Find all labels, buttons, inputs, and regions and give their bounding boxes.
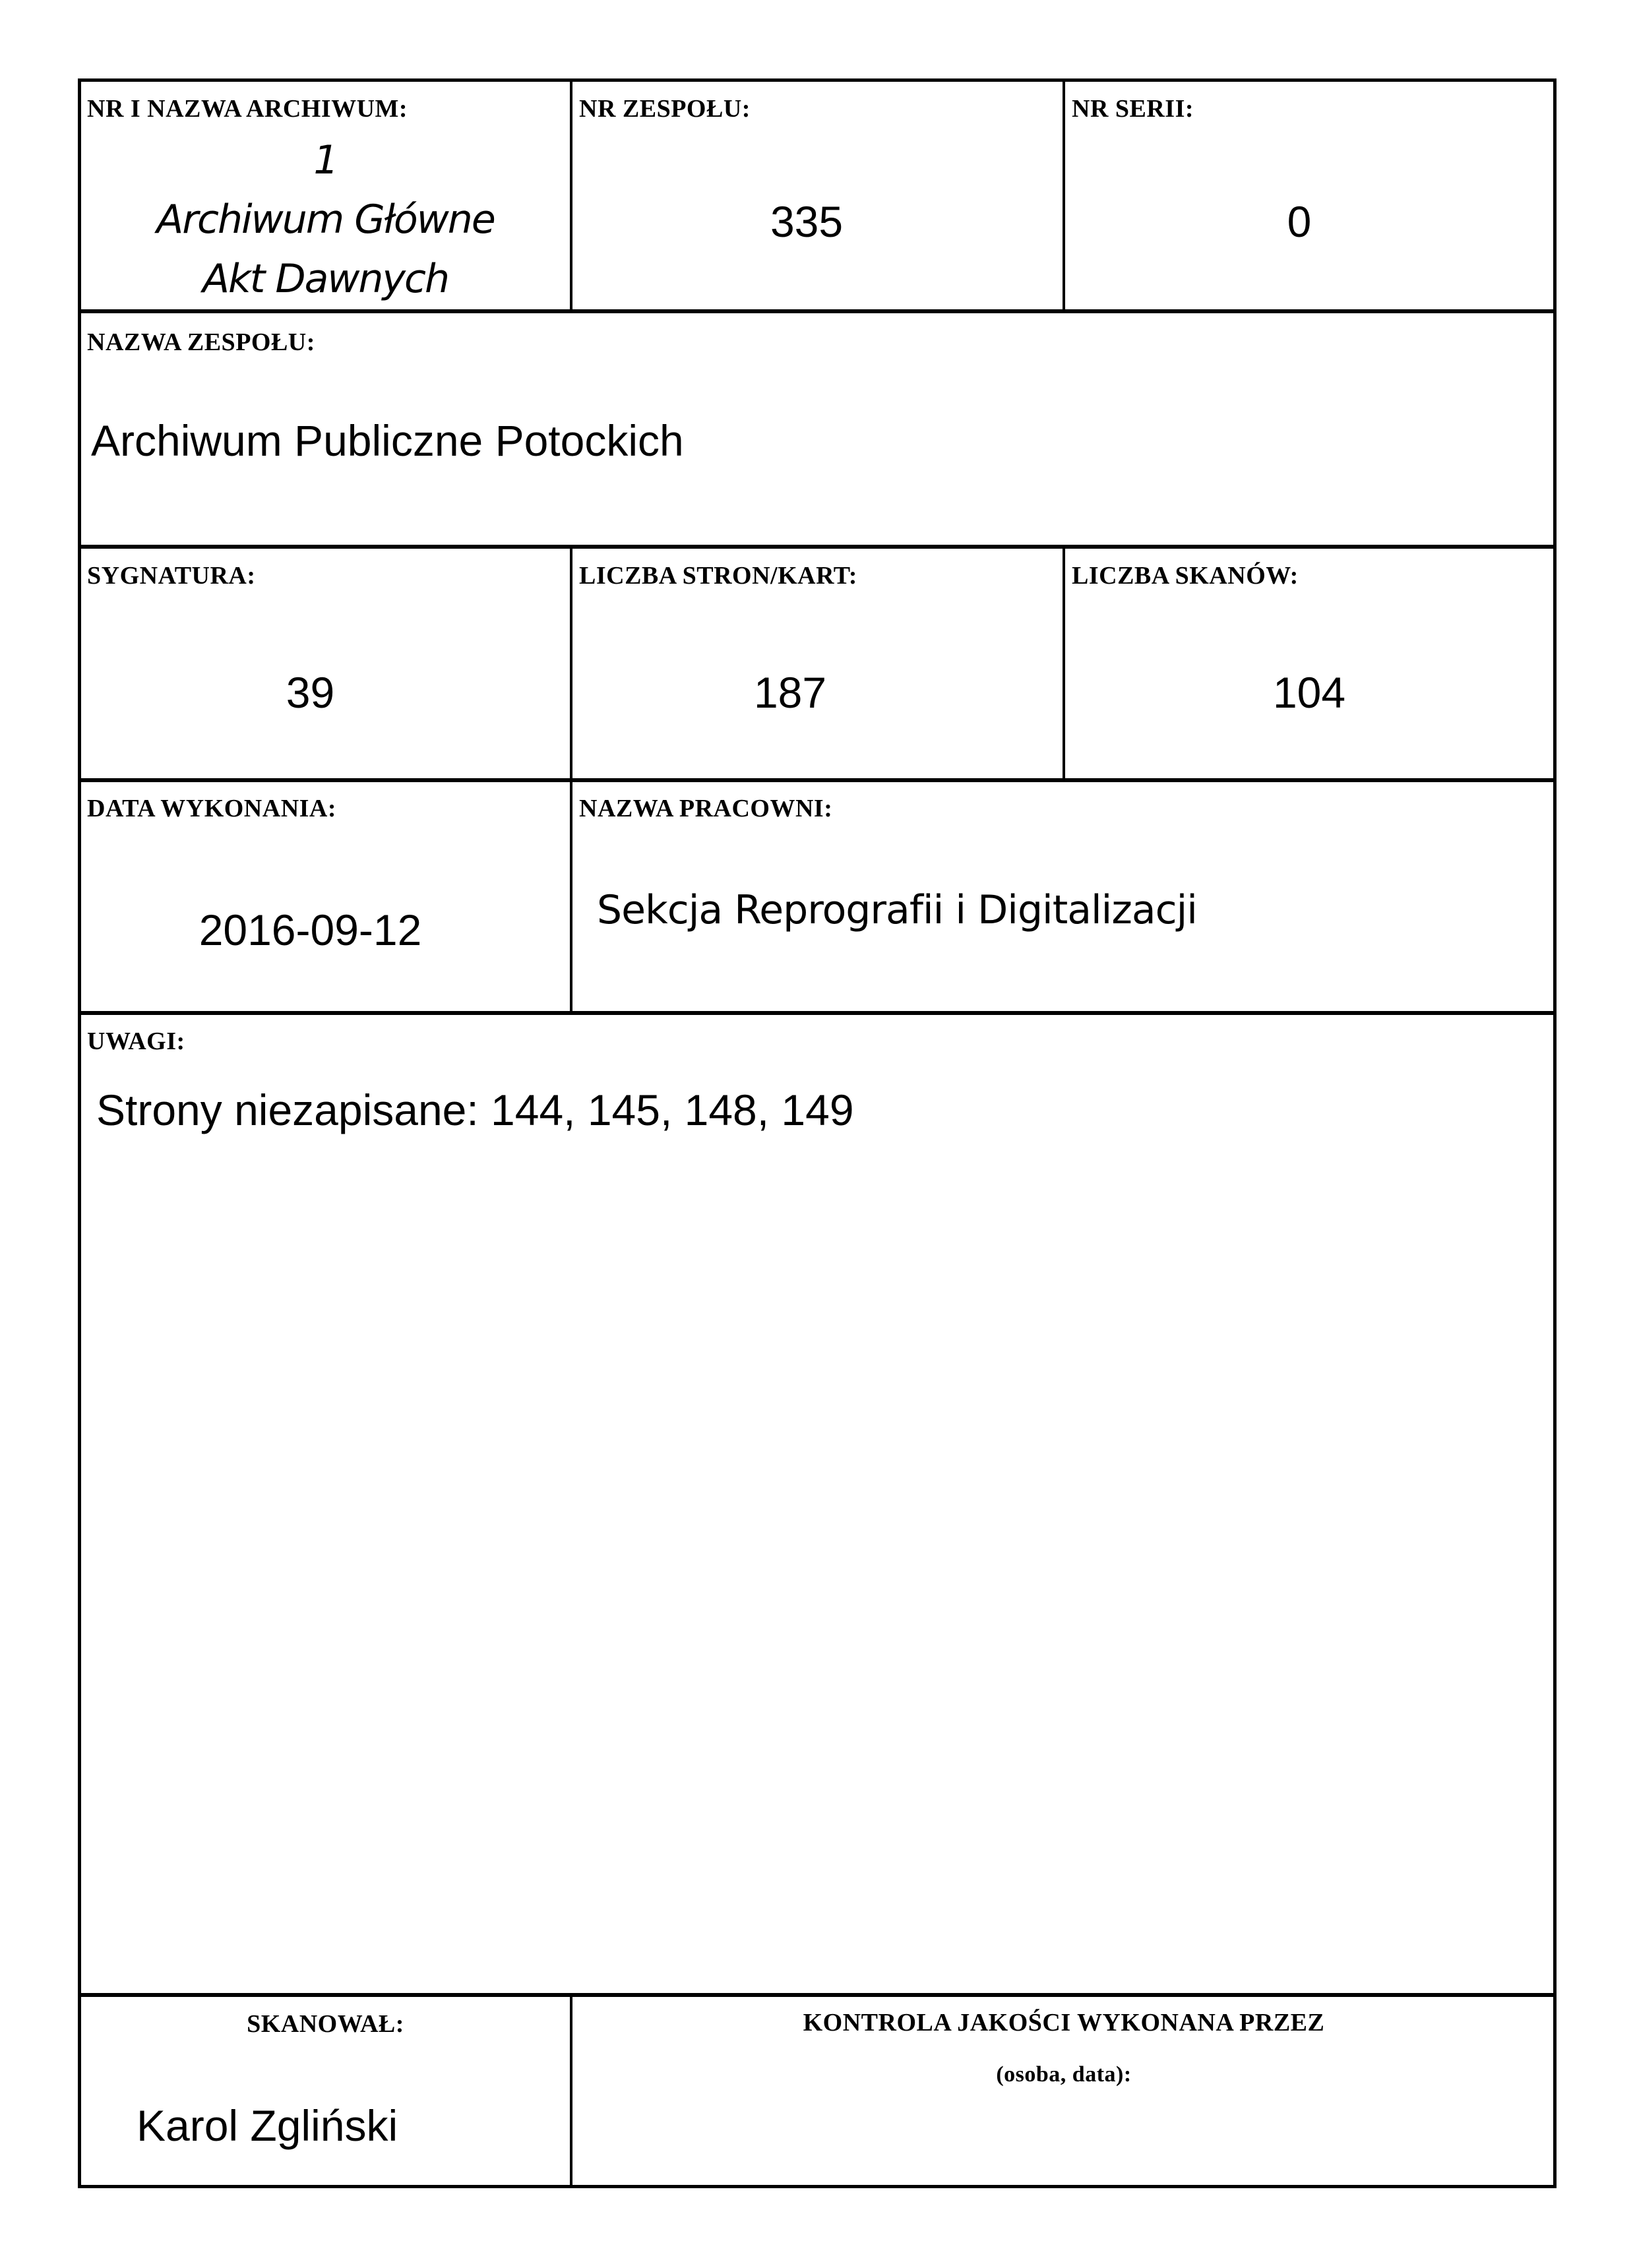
row-divider bbox=[78, 309, 1557, 313]
scanned-by-value: Karol Zgliński bbox=[137, 2101, 398, 2150]
column-divider bbox=[570, 78, 572, 311]
row-divider bbox=[78, 545, 1557, 549]
column-divider bbox=[1063, 545, 1065, 780]
date-label: DATA WYKONANIA: bbox=[87, 795, 337, 822]
scans-value: 104 bbox=[1272, 668, 1346, 717]
archive-name-line2: Akt Dawnych bbox=[202, 256, 448, 302]
remarks-label: UWAGI: bbox=[87, 1027, 185, 1055]
series-number-label: NR SERII: bbox=[1072, 95, 1194, 123]
row-divider bbox=[78, 1993, 1557, 1997]
date-value: 2016-09-12 bbox=[199, 905, 422, 954]
archive-number: 1 bbox=[313, 137, 338, 183]
quality-control-label: KONTROLA JAKOŚCI WYKONANA PRZEZ bbox=[803, 2009, 1325, 2037]
row-divider bbox=[78, 778, 1557, 782]
scanned-by-label: SKANOWAŁ: bbox=[247, 2010, 404, 2038]
row-divider bbox=[78, 1011, 1557, 1015]
column-divider bbox=[1063, 78, 1065, 311]
fonds-name-value: Archiwum Publiczne Potockich bbox=[91, 416, 684, 465]
workshop-value: Sekcja Reprografii i Digitalizacji bbox=[597, 887, 1197, 933]
archive-name-line1: Archiwum Główne bbox=[156, 197, 495, 243]
pages-value: 187 bbox=[753, 668, 827, 717]
signature-value: 39 bbox=[286, 668, 335, 717]
workshop-label: NAZWA PRACOWNI: bbox=[579, 795, 833, 822]
archive-value bbox=[81, 131, 570, 309]
signature-label: SYGNATURA: bbox=[87, 562, 256, 590]
column-divider bbox=[570, 545, 572, 780]
fonds-number-label: NR ZESPOŁU: bbox=[579, 95, 751, 123]
fonds-number-value: 335 bbox=[770, 197, 844, 246]
quality-control-sublabel: (osoba, data): bbox=[996, 2062, 1132, 2087]
archive-label: NR I NAZWA ARCHIWUM: bbox=[87, 95, 408, 123]
scans-label: LICZBA SKANÓW: bbox=[1072, 562, 1299, 590]
series-number-value: 0 bbox=[1287, 197, 1312, 246]
pages-label: LICZBA STRON/KART: bbox=[579, 562, 857, 590]
column-divider bbox=[570, 778, 572, 1012]
remarks-value: Strony niezapisane: 144, 145, 148, 149 bbox=[96, 1086, 854, 1134]
fonds-name-label: NAZWA ZESPOŁU: bbox=[87, 328, 315, 356]
